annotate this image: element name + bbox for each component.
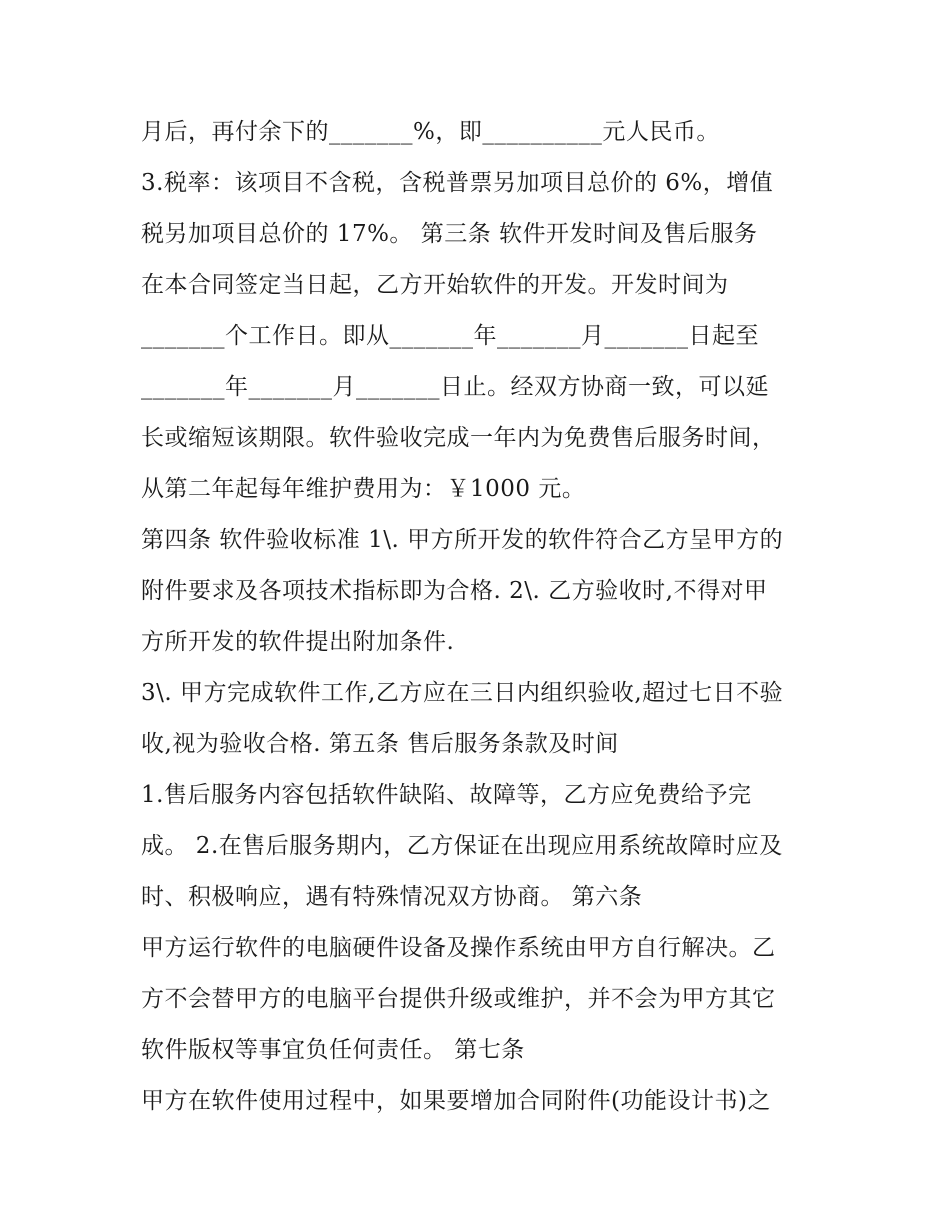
text-line: 税另加项目总价的 17%。 第三条 软件开发时间及售后服务 [141, 221, 758, 247]
text-line: 方所开发的软件提出附加条件. [141, 629, 455, 655]
text-line: 成。 2.在售后服务期内，乙方保证在出现应用系统故障时应及 [141, 833, 783, 859]
text-line: 时、积极响应，遇有特殊情况双方协商。 第六条 [141, 884, 643, 910]
text-line: 长或缩短该期限。软件验收完成一年内为免费售后服务时间， [141, 425, 776, 451]
contract-text [141, 107, 821, 1127]
text-line: 在本合同签定当日起，乙方开始软件的开发。开发时间为 [141, 272, 729, 298]
text-line: 3\. 甲方完成软件工作,乙方应在三日内组织验收,超过七日不验 [141, 680, 784, 706]
text-line: 收,视为验收合格. 第五条 售后服务条款及时间 [141, 731, 619, 757]
text-line: 甲方运行软件的电脑硬件设备及操作系统由甲方自行解决。乙 [141, 935, 776, 961]
text-line: 第四条 软件验收标准 1\. 甲方所开发的软件符合乙方呈甲方的 [141, 527, 784, 553]
text-line: 月后，再付余下的_______%，即__________元人民币。 [141, 119, 720, 145]
text-line: 附件要求及各项技术指标即为合格. 2\. 乙方验收时,不得对甲 [141, 578, 768, 604]
text-line: 3.税率：该项目不含税，含税普票另加项目总价的 6%，增值 [141, 170, 774, 196]
text-line: 方不会替甲方的电脑平台提供升级或维护，并不会为甲方其它 [141, 986, 776, 1012]
text-line: 软件版权等事宜负任何责任。 第七条 [141, 1037, 525, 1063]
text-line: 甲方在软件使用过程中，如果要增加合同附件(功能设计书)之 [141, 1088, 771, 1114]
text-line: 1.售后服务内容包括软件缺陷、故障等，乙方应免费给予完 [141, 782, 752, 808]
text-line: _______个工作日。即从_______年_______月_______日起至 [141, 323, 759, 349]
text-line: _______年_______月_______日止。经双方协商一致，可以延 [141, 374, 769, 400]
text-line: 从第二年起每年维护费用为：￥1000 元。 [141, 476, 586, 502]
